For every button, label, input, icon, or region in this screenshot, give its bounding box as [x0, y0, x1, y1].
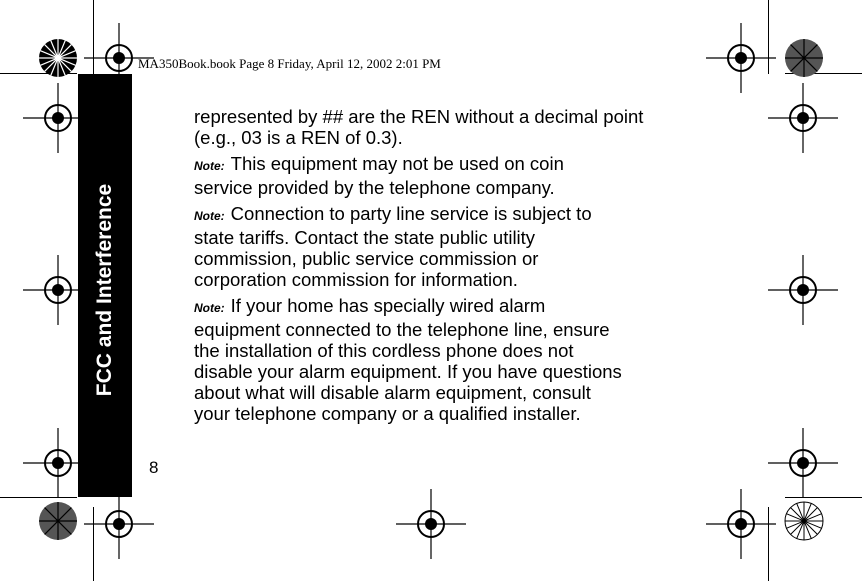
registration-mark-icon — [706, 489, 776, 559]
text-line: This equipment may not be used on coin — [230, 153, 564, 174]
registration-mark-icon — [768, 428, 838, 498]
text-line: corporation commission for information. — [194, 269, 518, 290]
note-first-line — [194, 295, 714, 319]
note-paragraph — [194, 295, 714, 424]
note-first-line — [194, 203, 714, 227]
text-line: equipment connected to the telephone line, ensure — [194, 319, 610, 340]
note-first-line — [194, 153, 714, 177]
text-line: state tariffs. Contact the state public utility — [194, 227, 536, 248]
page-number: 8 — [149, 458, 159, 477]
note-paragraph — [194, 203, 714, 290]
starburst-mark-icon — [38, 38, 78, 78]
note-label: Note: — [194, 301, 225, 315]
note-label: Note: — [194, 159, 225, 173]
side-tab-label: FCC and Interference — [93, 183, 116, 397]
text-line: commission, public service commission or — [194, 248, 539, 269]
text-line: disable your alarm equipment. If you have questions — [194, 361, 622, 382]
text-line: represented by ## are the REN without a decimal point — [194, 106, 644, 127]
text-line: your telephone company or a qualified installer. — [194, 403, 581, 424]
note-label: Note: — [194, 209, 225, 223]
text-line: If your home has specially wired alarm — [230, 295, 546, 316]
registration-mark-icon — [706, 23, 776, 93]
text-line: the installation of this cordless phone does not — [194, 340, 574, 361]
print-slug: MA350Book.book Page 8 Friday, April 12, 2002 2:01 PM — [138, 56, 441, 71]
note-paragraph — [194, 153, 714, 198]
starburst-mark-icon — [784, 38, 824, 78]
text-line: Connection to party line service is subject to — [230, 203, 592, 224]
starburst-mark-icon — [38, 501, 78, 541]
text-line: about what will disable alarm equipment, consult — [194, 382, 591, 403]
registration-mark-icon — [396, 489, 466, 559]
starburst-mark-icon — [784, 501, 824, 541]
registration-mark-icon — [768, 255, 838, 325]
registration-mark-icon — [84, 489, 154, 559]
text-line: (e.g., 03 is a REN of 0.3). — [194, 127, 403, 148]
text-line: service provided by the telephone company. — [194, 177, 555, 198]
registration-mark-icon — [768, 83, 838, 153]
intro-paragraph — [194, 106, 714, 148]
body-text — [194, 106, 714, 424]
